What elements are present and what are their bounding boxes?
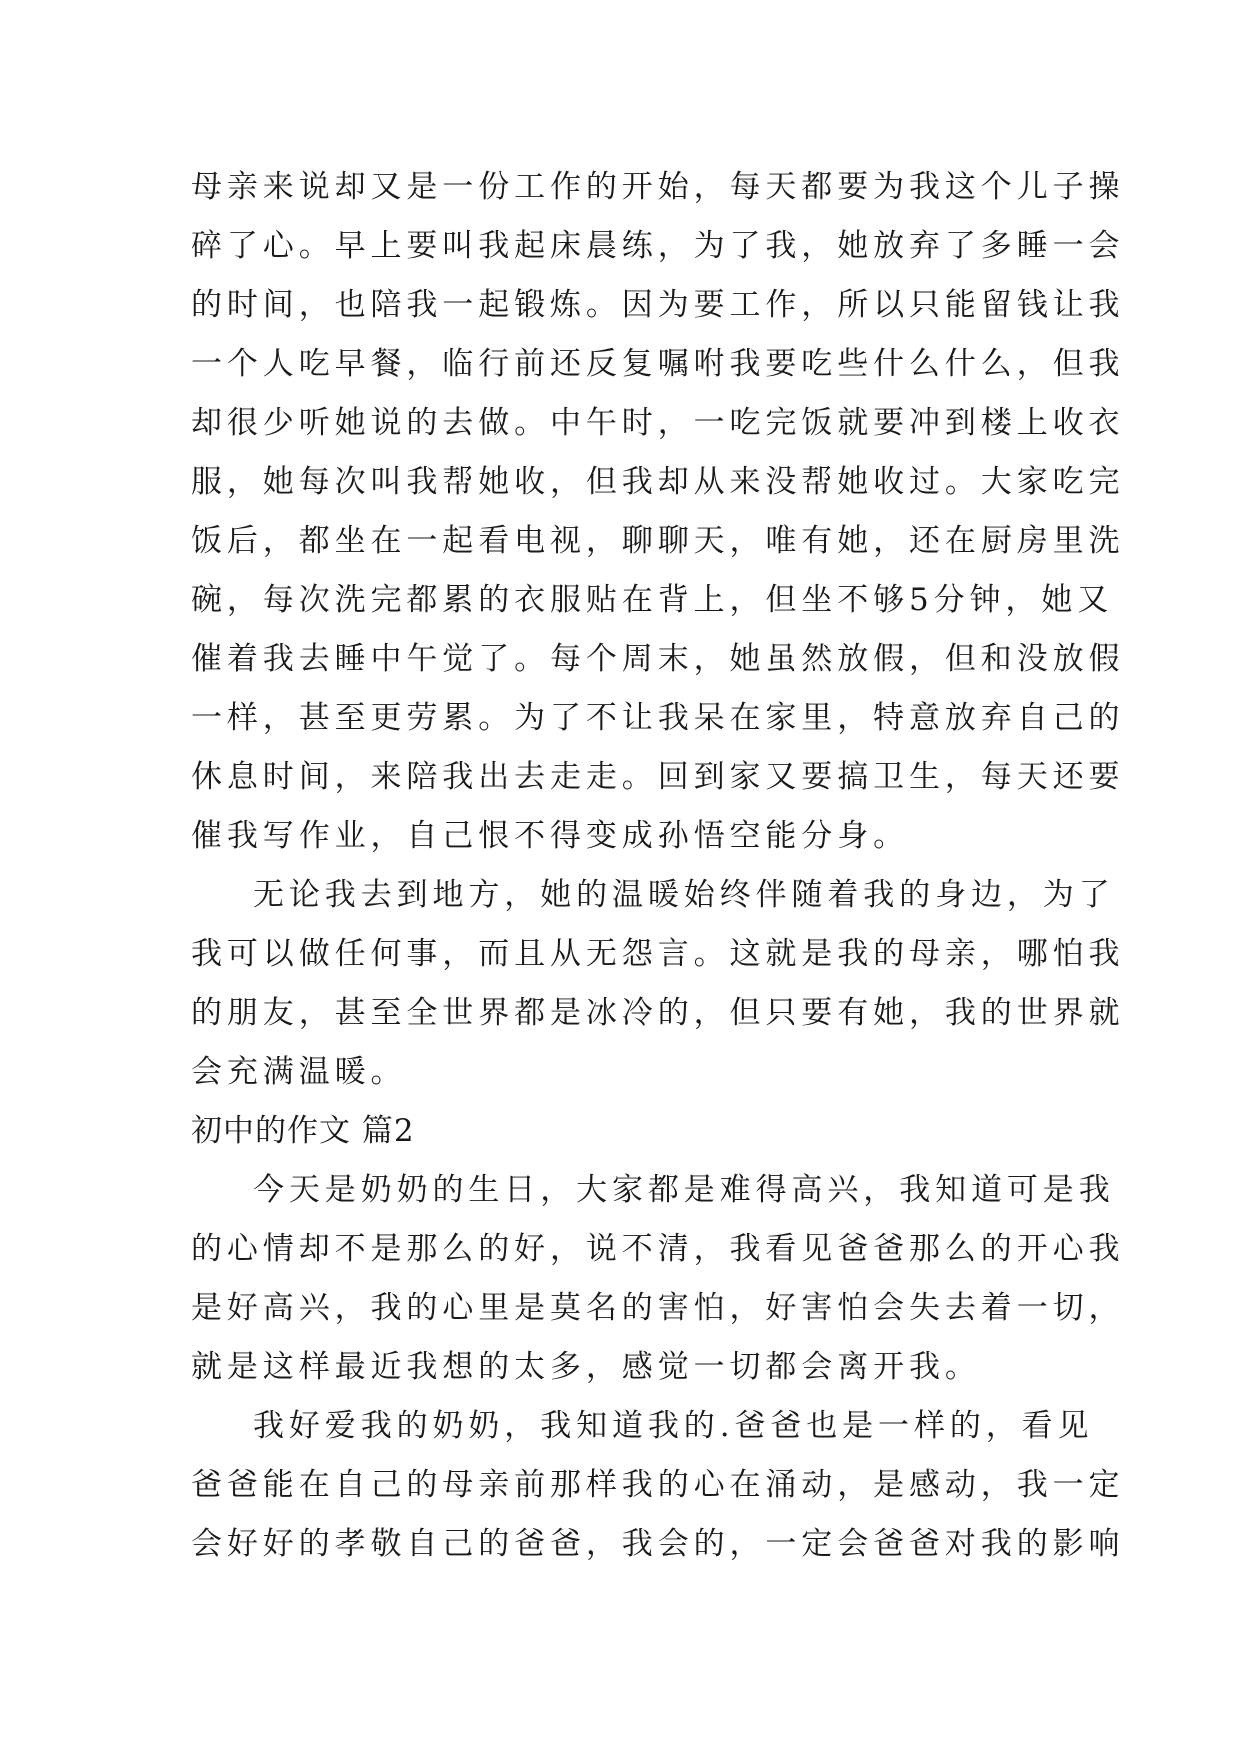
text-line: 碎了心。早上要叫我起床晨练，为了我，她放弃了多睡一会 [191,228,1125,264]
text-line: 就是这样最近我想的太多，感觉一切都会离开我。 [191,1349,981,1385]
text-line: 爸爸能在自己的母亲前那样我的心在涌动，是感动，我一定 [191,1467,1125,1503]
text-line: 一样，甚至更劳累。为了不让我呆在家里，特意放弃自己的 [191,700,1125,736]
text-line: 催着我去睡中午觉了。每个周末，她虽然放假，但和没放假 [191,641,1125,677]
text-line: 母亲来说却又是一份工作的开始，每天都要为我这个儿子操 [191,169,1125,205]
section-heading: 初中的作文 篇2 [191,1113,415,1149]
text-line: 我可以做任何事，而且从无怨言。这就是我的母亲，哪怕我 [191,936,1125,972]
text-line: 我好爱我的奶奶，我知道我的.爸爸也是一样的，看见 [253,1408,1094,1444]
text-line: 一个人吃早餐，临行前还反复嘱咐我要吃些什么什么，但我 [191,346,1125,382]
essay-text-body [191,158,1125,1574]
text-line: 是好高兴，我的心里是莫名的害怕，好害怕会失去着一切， [191,1290,1125,1326]
text-line: 的心情却不是那么的好，说不清，我看见爸爸那么的开心我 [191,1231,1125,1267]
text-line: 的时间，也陪我一起锻炼。因为要工作，所以只能留钱让我 [191,287,1125,323]
text-line: 无论我去到地方，她的温暖始终伴随着我的身边，为了 [253,877,1115,913]
text-line: 会好好的孝敬自己的爸爸，我会的，一定会爸爸对我的影响 [191,1526,1125,1562]
text-line: 今天是奶奶的生日，大家都是难得高兴，我知道可是我 [253,1172,1115,1208]
text-line: 的朋友，甚至全世界都是冰冷的，但只要有她，我的世界就 [191,995,1125,1031]
text-line: 催我写作业，自己恨不得变成孙悟空能分身。 [191,818,909,854]
text-line: 服，她每次叫我帮她收，但我却从来没帮她收过。大家吃完 [191,464,1125,500]
text-line: 饭后，都坐在一起看电视，聊聊天，唯有她，还在厨房里洗 [191,523,1125,559]
text-line: 碗，每次洗完都累的衣服贴在背上，但坐不够5分钟，她又 [191,582,1114,618]
text-line: 会充满温暖。 [191,1054,407,1090]
text-line: 休息时间，来陪我出去走走。回到家又要搞卫生，每天还要 [191,759,1125,795]
text-line: 却很少听她说的去做。中午时，一吃完饭就要冲到楼上收衣 [191,405,1125,441]
